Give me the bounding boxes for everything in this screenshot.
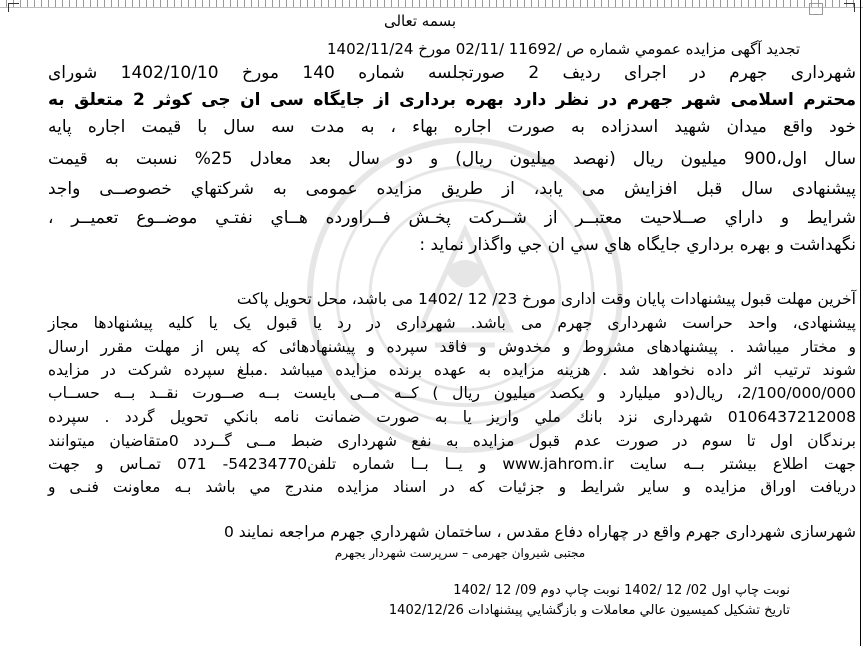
signature-line: مجتبی شیروان جهرمی – سرپرست شهردار یجهرم bbox=[334, 546, 586, 560]
publication-dates: نوبت چاپ اول 02/ 12 /1402 نوبت چاپ دوم 09/ 12 /1402 bbox=[453, 583, 790, 598]
paragraph1-line5: پیشنهادی سال قبل افزایش می یابد، از طریق مزایده عمومی به شرکتهاي خصوصــی واجد bbox=[48, 179, 856, 199]
paragraph2-line4: شوند ترتیب اثر داده نخواهد شد . هزینه مزایده به عهده برنده مزایده میباشد .مبلغ سپرده شرکت در مزایده bbox=[48, 361, 856, 379]
paragraph1-line7: نگهداشت و بهره برداري جايگاه هاي سي ان جي واگذار نماید : bbox=[419, 235, 856, 255]
paragraph2-line8: جهت اطلاع بیشتر بــه سایت www.jahrom.ir و یــا بــا شماره تلفن54234770- 071 تمـاس و جهت bbox=[48, 455, 856, 473]
paragraph2-line1: آخرین مهلت قبول پیشنهادات پایان وقت اداری مورخ 23/ 12 /1402 می باشد، محل تحویل پاکت bbox=[236, 290, 856, 308]
paragraph2-line5: 2/100/000/000، ریال(دو میلیارد و یکصد میلیون ریال ) کــه مــی بایست بــه صــورت نقــد بــه حســاب bbox=[48, 384, 856, 402]
top-ruler bbox=[0, 0, 863, 8]
ruler-box bbox=[809, 3, 823, 15]
paragraph2-line3: و مختار میباشد . پیشنهادهای مشروط و مخدوش و فاقد سپرده و پیشنهادهائی که پس از مهلت مقرر ارسال bbox=[48, 338, 856, 356]
paragraph1-line3: خود واقع میدان شهید اسدزاده به صورت اجاره بهاء ، به مدت سه سال با قیمت اجاره پایه bbox=[48, 117, 856, 137]
paragraph2-line9: دریافت اوراق مزایده و سایر شرایط و جزئیات که در اسناد مزایده مندرج مي باشد بـه معاونت فنـی و bbox=[48, 478, 856, 496]
renewal-notice-line: تجدید آگهی مزایده عمومي شماره ص /11692 /02/11 مورخ 1402/11/24 bbox=[326, 40, 800, 58]
paragraph2-line7: برندگان اول تا سوم در صورت عدم قبول مزایده به نفع شهرداری ضبط مــی گــردد 0متقاضيان ميتوانند bbox=[48, 432, 856, 450]
commission-date: تاریخ تشکیل کمیسیون عالي معاملات و بازگشايي پيشنهادات 1402/12/26 bbox=[388, 603, 790, 618]
paragraph2-line10: شهرسازی شهرداری جهرم واقع در چهاراه دفاع مقدس ، ساختمان شهرداري جهرم مراجعه نمايند 0 bbox=[223, 523, 856, 541]
paragraph1-line1: شهرداری جهرم در اجرای ردیف 2 صورتجلسه شماره 140 مورخ 1402/10/10 شورای bbox=[48, 63, 856, 83]
paragraph1-line2: محترم اسلامی شهر جهرم در نظر دارد بهره برداری از جایگاه سی ان جی کوثر 2 متعلق به bbox=[48, 90, 857, 110]
basmala: بسمه تعالی bbox=[383, 12, 457, 30]
corner-mark-right bbox=[844, 3, 855, 12]
corner-mark-left bbox=[8, 3, 19, 12]
paragraph1-line4: سال اول،900 میلیون ریال (نهصد میلیون ریال) و دو سال بعد معادل 25% نسبت به قیمت bbox=[48, 149, 856, 169]
paragraph2-line2: پیشنهادی، واحد حراست شهرداری جهرم می باشد. شهرداری در رد یا قبول یک یا کلیه پیشنهادها مجاز bbox=[48, 314, 856, 332]
paragraph2-line6: 0106437212008 شهرداری نزد بانك ملي واريز يا به صورت ضمانت نامه بانكي تحويل گردد . سپرده bbox=[48, 408, 856, 426]
paragraph1-line6: شرایط و داراي صــلاحیت معتبــر از شــرکت پخـش فــراورده هــاي نفتـي موضــوع تعمیــر ، bbox=[48, 208, 856, 228]
page-edge bbox=[860, 0, 861, 646]
